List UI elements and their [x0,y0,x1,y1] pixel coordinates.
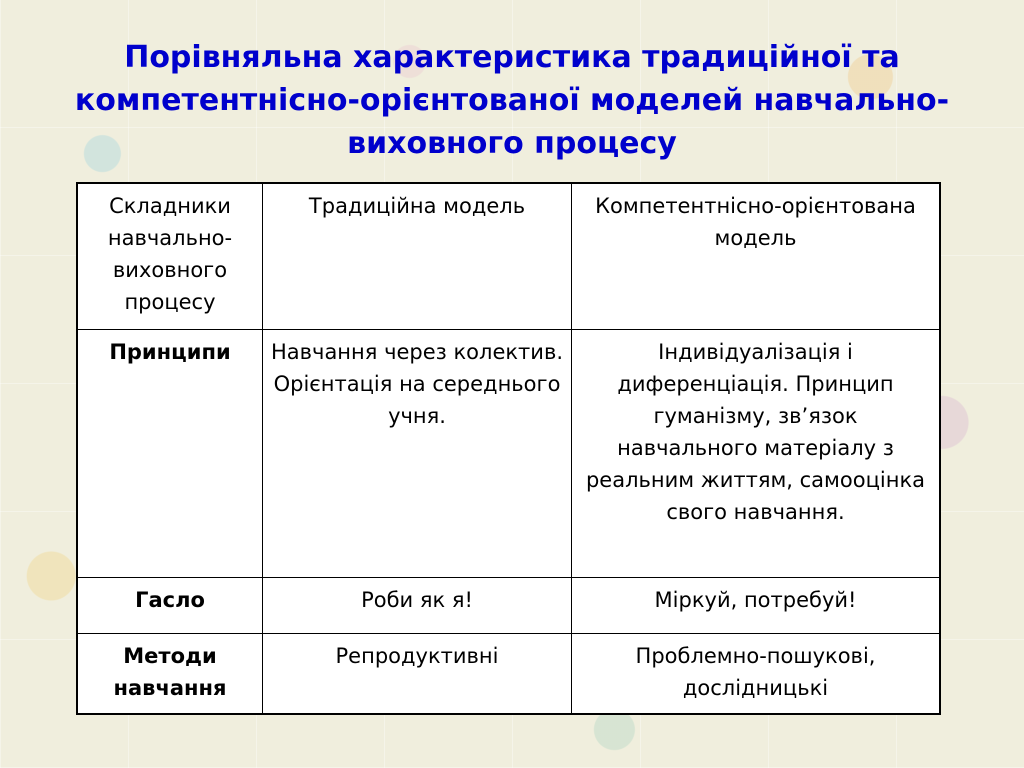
row-label-principles: Принципи [77,330,263,578]
table-header-row [77,183,940,330]
row-label-motto: Гасло [77,578,263,634]
table-row-principles [77,330,940,578]
header-components: Складники навчально-виховного процесу [77,183,263,330]
row-label-methods: Методи навчання [77,634,263,715]
table-row-methods [77,634,940,715]
header-traditional-model: Традиційна модель [263,183,572,330]
cell-principles-competency: Індивідуалізація і диференціація. Принцип гуманізму, зв’язок навчального матеріалу з реальним життям, самооцінка свого навчання. [572,330,941,578]
cell-motto-competency: Міркуй, потребуй! [572,578,941,634]
cell-motto-traditional: Роби як я! [263,578,572,634]
cell-principles-traditional: Навчання через колектив. Орієнтація на середнього учня. [263,330,572,578]
slide-title: Порівняльна характеристика традиційної та компетентнісно-орієнтованої моделей навчально-виховного процесу [74,40,950,161]
comparison-table [76,182,941,715]
header-competency-model: Компетентнісно-орієнтована модель [572,183,941,330]
cell-methods-traditional: Репродуктивні [263,634,572,715]
table-row-motto [77,578,940,634]
cell-methods-competency: Проблемно-пошукові, дослідницькі [572,634,941,715]
